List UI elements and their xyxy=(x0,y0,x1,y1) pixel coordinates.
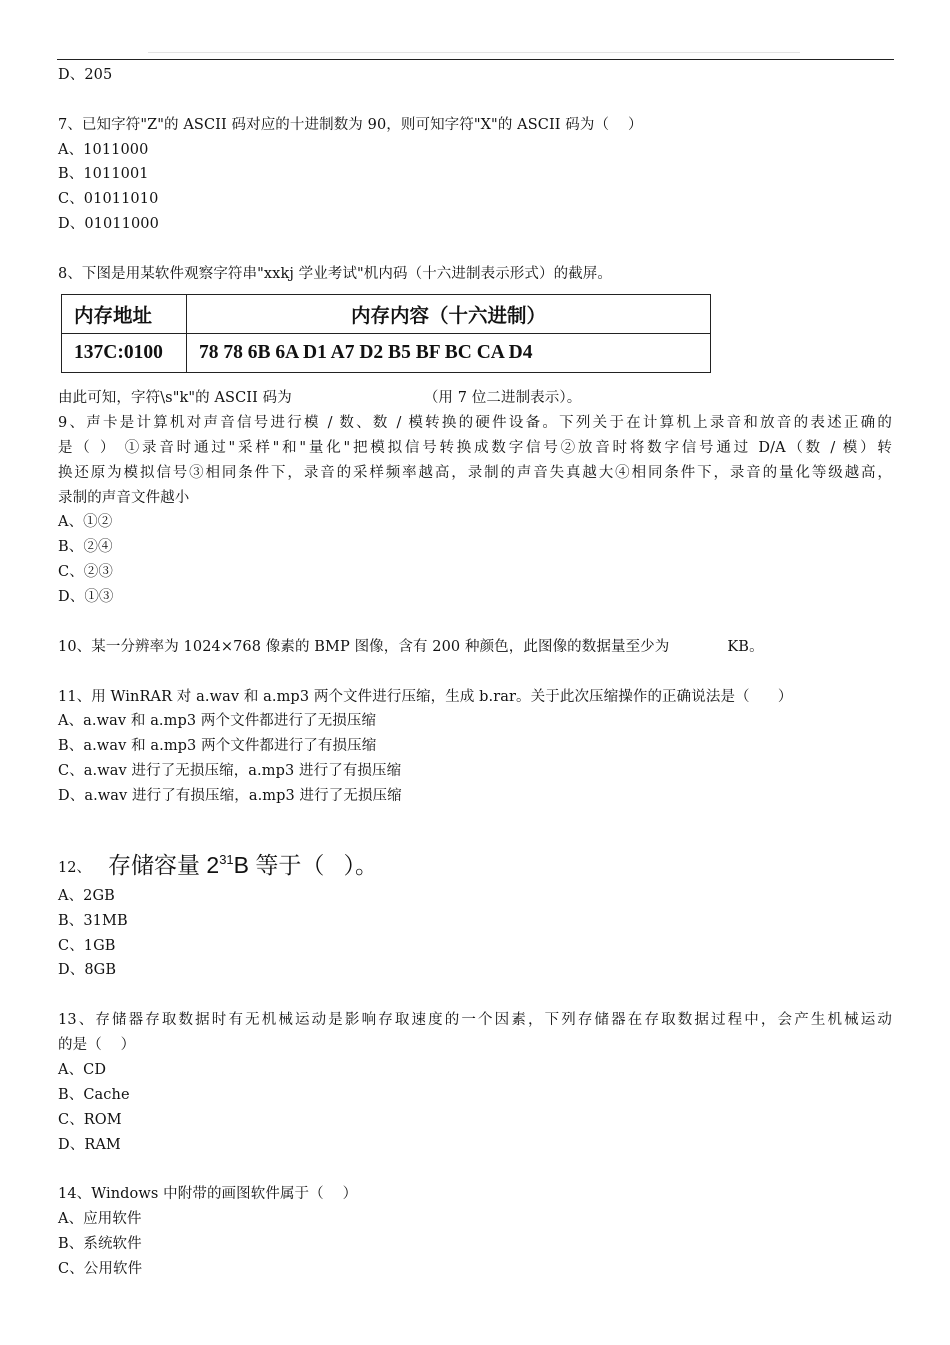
q7-option-c: C、01011010 xyxy=(58,191,159,207)
q8-follow-a: 由此可知，字符\s"k"的 ASCII 码为 xyxy=(58,390,292,406)
q13-option-d: D、RAM xyxy=(58,1137,121,1153)
q14-option-a: A、应用软件 xyxy=(58,1211,142,1227)
q12-option-b: B、31MB xyxy=(58,913,128,929)
q9-option-d: D、①③ xyxy=(58,589,114,605)
memory-address-header: 内存地址 xyxy=(62,295,187,334)
q10-stem-b: KB。 xyxy=(727,639,764,655)
q13-stem-line-2: 的是（ ） xyxy=(58,1037,136,1053)
q7-stem: 7、已知字符"Z"的 ASCII 码对应的十进制数为 90，则可知字符"X"的 ASCII 码为（ ） xyxy=(58,117,643,133)
q14-option-b: B、系统软件 xyxy=(58,1236,142,1252)
q13-option-b: B、Cache xyxy=(58,1087,130,1103)
q9-stem-line-4: 录制的声音文件越小 xyxy=(58,490,190,506)
q12-exponent: 31 xyxy=(219,852,234,867)
q12-stem xyxy=(108,845,378,880)
header-rule xyxy=(57,59,894,60)
q13-option-a: A、CD xyxy=(58,1062,107,1078)
q12-stem-b: B 等于（ ）。 xyxy=(233,852,379,878)
q9-stem-line-3: 换还原为模拟信号③相同条件下，录音的采样频率越高，录制的声音失真越大④相同条件下，录音的量化等级越高， xyxy=(58,465,892,481)
memory-content-cell: 78 78 6B 6A D1 A7 D2 B5 BF BC CA D4 xyxy=(187,334,711,373)
header-faint-line xyxy=(148,52,800,53)
q9-option-c: C、②③ xyxy=(58,564,113,580)
q11-option-d: D、a.wav 进行了有损压缩，a.mp3 进行了无损压缩 xyxy=(58,788,402,804)
q7-option-d: D、01011000 xyxy=(58,216,159,232)
q14-stem: 14、Windows 中附带的画图软件属于（ ） xyxy=(58,1186,358,1202)
q12-option-d: D、8GB xyxy=(58,962,117,978)
q8-follow-b: （用 7 位二进制表示）。 xyxy=(423,390,582,406)
memory-table-data-row xyxy=(62,334,711,373)
q8-follow-up xyxy=(58,388,581,408)
q8-stem: 8、下图是用某软件观察字符串"xxkj 学业考试"机内码（十六进制表示形式）的截屏。 xyxy=(58,266,613,282)
q10-stem xyxy=(58,637,764,657)
q7-option-b: B、1011001 xyxy=(58,166,149,182)
memory-table-header-row xyxy=(62,295,711,334)
q11-stem: 11、用 WinRAR 对 a.wav 和 a.mp3 两个文件进行压缩，生成 b.rar。关于此次压缩操作的正确说法是（ ） xyxy=(58,689,793,705)
memory-dump-table xyxy=(61,294,711,373)
memory-content-header: 内存内容（十六进制） xyxy=(187,295,711,334)
q11-option-b: B、a.wav 和 a.mp3 两个文件都进行了有损压缩 xyxy=(58,738,377,754)
q9-option-a: A、①② xyxy=(58,514,113,530)
q12-stem-a: 存储容量 2 xyxy=(108,852,220,878)
q13-stem-line-1: 13、存储器存取数据时有无机械运动是影响存取速度的一个因素，下列存储器在存取数据过程中，会产生机械运动 xyxy=(58,1012,892,1028)
q6-option-d: D、205 xyxy=(58,67,113,83)
q11-option-a: A、a.wav 和 a.mp3 两个文件都进行了无损压缩 xyxy=(58,713,377,729)
memory-address-cell: 137C:0100 xyxy=(62,334,187,373)
q12-option-a: A、2GB xyxy=(58,888,115,904)
q14-option-c: C、公用软件 xyxy=(58,1261,143,1277)
q13-option-c: C、ROM xyxy=(58,1112,122,1128)
q7-option-a: A、1011000 xyxy=(58,142,149,158)
q12-option-c: C、1GB xyxy=(58,938,116,954)
q9-option-b: B、②④ xyxy=(58,539,113,555)
q9-stem-line-1: 9、声卡是计算机对声音信号进行模 / 数、数 / 模转换的硬件设备。下列关于在计算机上录音和放音的表述正确的 xyxy=(58,415,892,431)
q11-option-c: C、a.wav 进行了无损压缩，a.mp3 进行了有损压缩 xyxy=(58,763,402,779)
q10-stem-a: 10、某一分辨率为 1024×768 像素的 BMP 图像，含有 200 种颜色，此图像的数据量至少为 xyxy=(58,639,670,655)
q12-number: 12、 xyxy=(58,860,91,876)
q9-stem-line-2: 是（ ） ①录音时通过"采样"和"量化"把模拟信号转换成数字信号②放音时将数字信号通过 D/A（数 / 模）转 xyxy=(58,440,892,456)
